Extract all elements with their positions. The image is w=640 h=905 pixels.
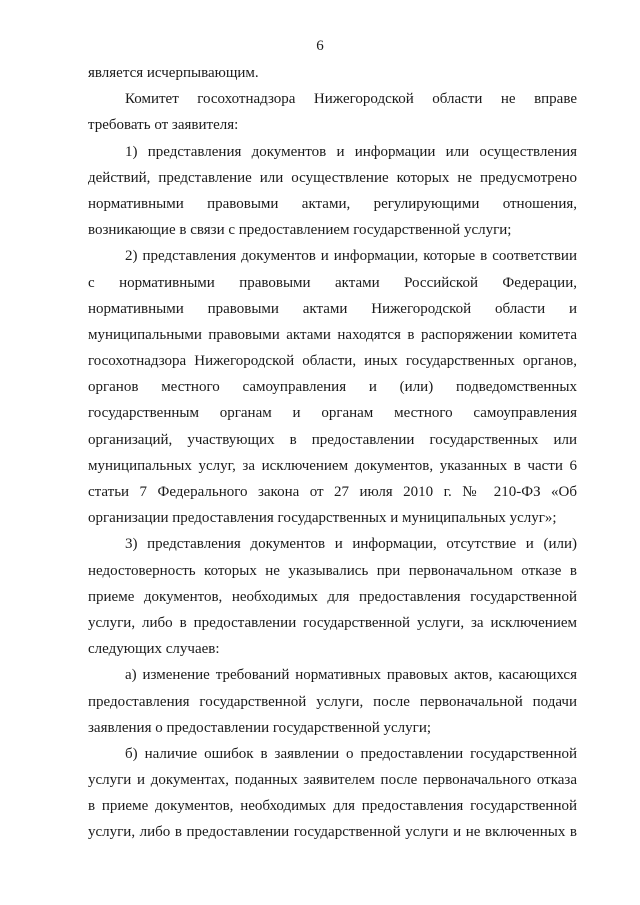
paragraph-continuation [88,60,577,86]
text-line: с нормативными правовыми актами Российской Федерации, [88,274,577,291]
paragraph-item-2 [88,243,577,531]
page-number: 6 [316,38,324,54]
text-line: Комитет госохотнадзора Нижегородской области не вправе [125,91,577,108]
text-line: заявления о предоставлении государственной услуги; [88,719,432,736]
text-line: муниципальными правовыми актами находятся в распоряжении комитета [88,326,577,343]
text-line: госохотнадзора Нижегородской области, иных государственных органов, [88,353,577,370]
text-line: организаций, участвующих в предоставлении государственных или [88,431,577,448]
paragraph-subitem-b [88,741,577,846]
paragraph-intro [88,86,577,138]
text-line: муниципальных услуг, за исключением документов, указанных в части 6 [88,457,577,474]
text-line: возникающие в связи с предоставлением государственной услуги; [88,222,512,239]
paragraph-item-1 [88,139,577,244]
text-line: является исчерпывающим. [88,65,259,81]
text-line: 2) представления документов и информации, которые в соответствии [125,248,577,265]
text-line: недостоверность которых не указывались при первоначальном отказе в [88,562,577,579]
text-line: требовать от заявителя: [88,117,239,134]
text-line: предоставления государственной услуги, после первоначальной подачи [88,693,577,710]
paragraph-subitem-a [88,662,577,741]
text-line: услуги, либо в предоставлении государственной услуги и не включенных в [88,824,577,841]
paragraph-item-3 [88,531,577,662]
text-line: организации предоставления государственных и муниципальных услуг»; [88,510,557,527]
text-line: в приеме документов, необходимых для предоставления государственной [88,798,577,815]
text-line: приеме документов, необходимых для предоставления государственной [88,588,577,605]
text-line: 1) представления документов и информации или осуществления [125,143,577,160]
text-line: следующих случаев: [88,641,220,658]
text-line: а) изменение требований нормативных правовых актов, касающихся [125,667,577,684]
text-line: нормативными правовыми актами Нижегородской области и [88,300,577,317]
text-line: нормативными правовыми актами, регулирующими отношения, [88,195,577,212]
text-line: б) наличие ошибок в заявлении о предоставлении государственной [125,745,577,762]
text-line: услуги, либо в предоставлении государственной услуги, за исключением [88,614,577,631]
text-line: действий, представление или осуществление которых не предусмотрено [88,169,577,186]
text-line: услуги и документах, поданных заявителем после первоначального отказа [88,772,577,789]
text-line: статьи 7 Федерального закона от 27 июля 2010 г. № 210-ФЗ «Об [88,484,577,500]
text-line: государственным органам и органам местного самоуправления [88,405,577,422]
document-body [88,60,577,846]
text-line: 3) представления документов и информации, отсутствие и (или) [125,536,577,553]
text-line: органов местного самоуправления и (или) подведомственных [88,379,577,396]
